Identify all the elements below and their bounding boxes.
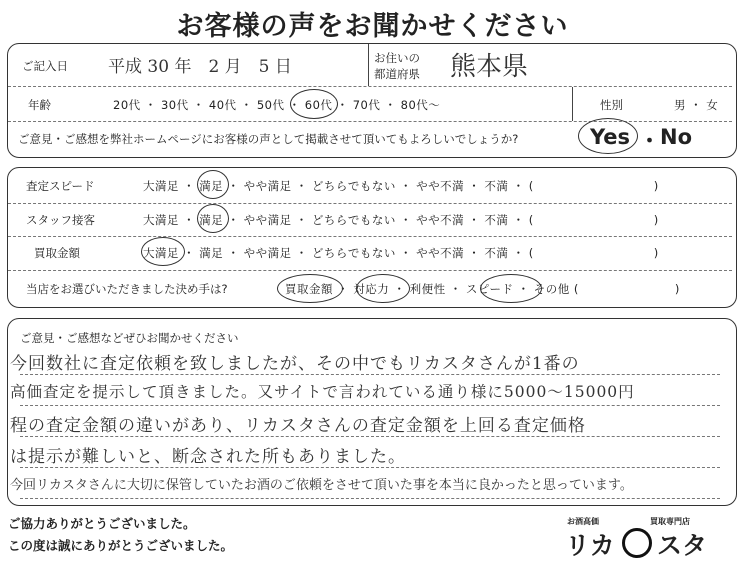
option-separator: ・ — [639, 129, 660, 153]
age-options[interactable]: 20代 ・ 30代 ・ 40代 ・ 50代 ・ 60代 ・ 70代 ・ 80代～ — [113, 98, 441, 112]
yes-option[interactable]: Yes — [590, 125, 631, 149]
decision-label: 当店をお選びいただきました決め手は? — [26, 282, 228, 296]
footer-thanks-2: この度は誠にありがとうございました。 — [8, 538, 234, 553]
logo-tag-right: 買取専門店 — [650, 517, 690, 526]
decision-response-circle — [356, 274, 410, 303]
date-value[interactable]: 平成 30 年 2 月 5 日 — [108, 57, 292, 77]
logo-text-right: スタ — [657, 531, 708, 560]
address-label-line2: 都道府県 — [374, 67, 420, 81]
address-value[interactable]: 熊本県 — [450, 52, 529, 82]
date-label: ご記入日 — [22, 59, 68, 73]
no-option[interactable]: No — [660, 125, 693, 149]
gender-label: 性別 — [600, 98, 623, 112]
rating-staff-selected-circle — [197, 204, 229, 233]
rating-label-speed: 査定スピード — [26, 179, 95, 193]
gender-options[interactable]: 男 ・ 女 — [674, 98, 719, 112]
rating-price-selected-circle — [141, 237, 185, 266]
decision-speed-circle — [480, 274, 542, 303]
comment-line-2: 高価査定を提示して頂きました。又サイトで言われている通り様に5000～15000円 — [10, 383, 635, 401]
comment-line-5: 今回リカスタさんに大切に保管していたお酒のご依頼をさせて頂いた事を本当に良かったと思っています。 — [10, 478, 633, 493]
logo-tag-left: お酒高価 — [567, 517, 599, 526]
age-selected-circle — [290, 89, 338, 119]
logo-text-left: リカ — [565, 531, 615, 560]
address-label-line1: お住いの — [374, 51, 420, 65]
publish-question: ご意見・ご感想を弊社ホームページにお客様の声として掲載させて頂いてもよろしいでしょうか? — [18, 132, 519, 146]
rating-options-staff[interactable]: 大満足 ・ 満足 ・ やや満足 ・ どちらでもない ・ やや不満 ・ 不満 ・ ( ) — [143, 213, 659, 227]
age-label: 年齢 — [28, 98, 51, 112]
rating-options-price[interactable]: 大満足 ・ 満足 ・ やや満足 ・ どちらでもない ・ やや不満 ・ 不満 ・ ( ) — [143, 246, 659, 260]
comment-line-3: 程の査定金額の違いがあり、リカスタさんの査定金額を上回る査定価格 — [10, 416, 586, 436]
comment-line-4: は提示が難しいと、断念された所もありました。 — [10, 447, 406, 467]
comments-label: ご意見・ご感想などぜひお聞かせください — [20, 331, 239, 345]
rating-label-price: 買取金額 — [34, 246, 80, 260]
comment-line-1: 今回数社に査定依頼を致しましたが、その中でもリカスタさんが1番の — [10, 354, 580, 374]
decision-price-circle — [277, 274, 343, 303]
logo-circle-icon — [622, 528, 652, 558]
rating-options-speed[interactable]: 大満足 ・ 満足 ・ やや満足 ・ どちらでもない ・ やや不満 ・ 不満 ・ ( ) — [143, 179, 659, 193]
footer-thanks-1: ご協力ありがとうございました。 — [8, 516, 196, 531]
rating-speed-selected-circle — [197, 170, 229, 199]
yes-selected-circle — [578, 118, 638, 154]
decision-options[interactable]: 買取金額 ・ 対応力 ・ 利便性 ・ スピード ・ その他 ( ) — [285, 282, 680, 296]
rating-label-staff: スタッフ接客 — [26, 213, 95, 227]
page-title: お客様の声をお聞かせください — [176, 11, 569, 42]
